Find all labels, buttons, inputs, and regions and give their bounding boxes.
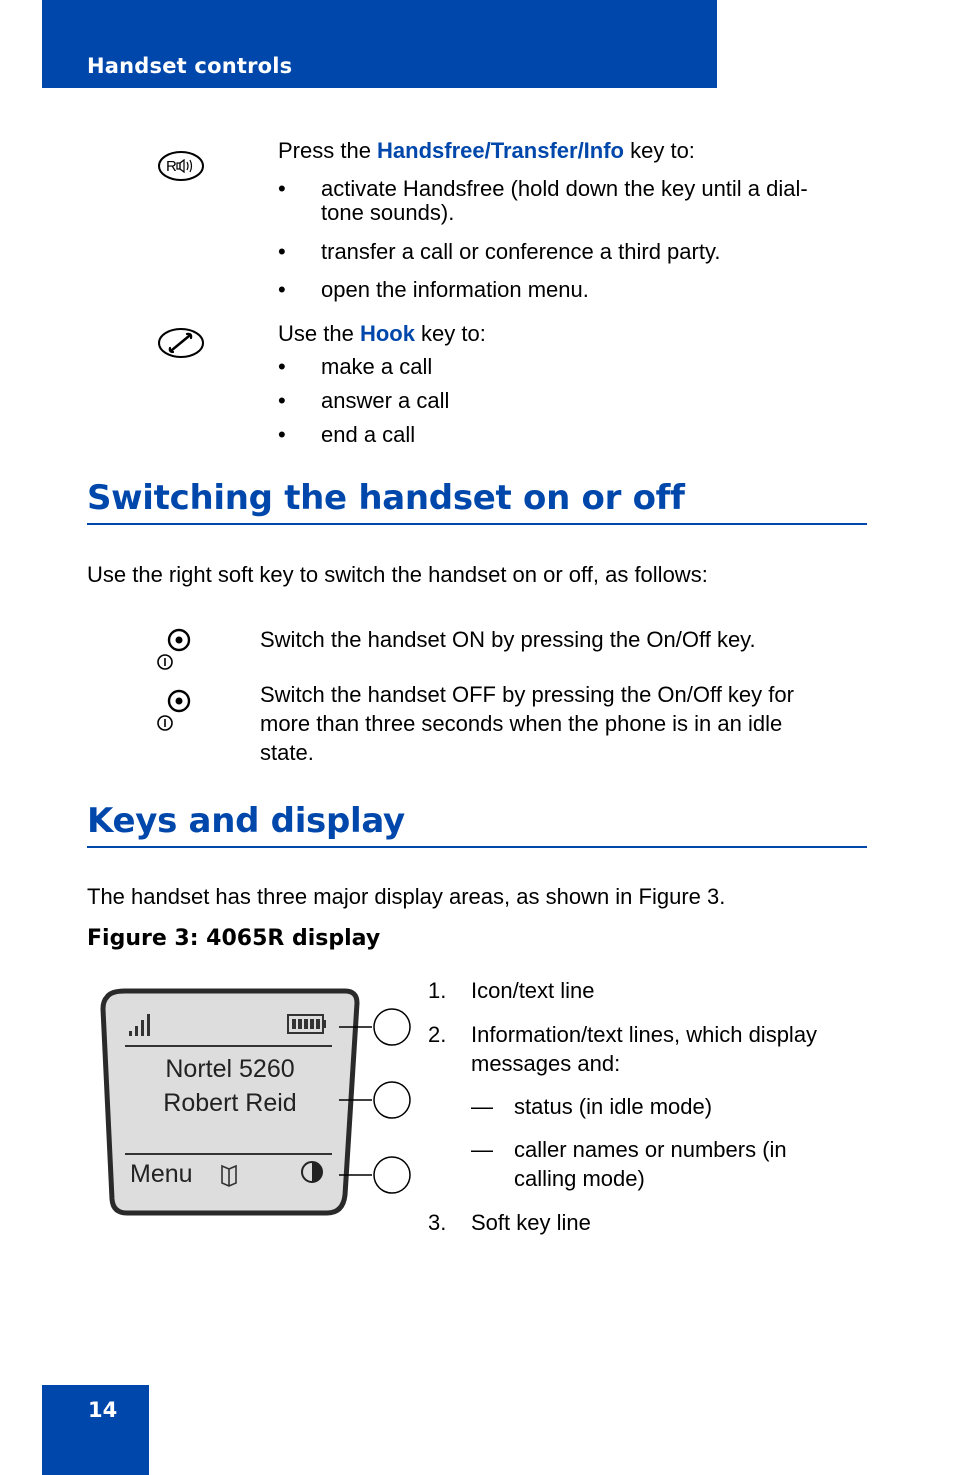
display-line-2: Robert Reid: [163, 1089, 297, 1117]
bullet-marker: •: [278, 422, 286, 447]
bullet-text: make a call: [321, 354, 433, 379]
callout-subitem-1: [471, 1092, 871, 1122]
callout-circle-1: [374, 1009, 410, 1045]
callout-circle-3: [374, 1157, 410, 1193]
callout-number: 2.: [428, 1022, 447, 1047]
off-instruction-line: more than three seconds when the phone is in an idle: [260, 711, 783, 736]
figure-caption: Figure 3: 4065R display: [87, 926, 381, 951]
hook-intro-pre: Use the: [278, 321, 360, 346]
callout-number: 1.: [428, 978, 447, 1003]
off-instruction: [260, 680, 794, 767]
callout-text: Information/text lines, which display: [471, 1022, 818, 1047]
sub-text-continued: calling mode): [514, 1166, 645, 1191]
hook-intro: [278, 319, 486, 348]
bullet-marker: •: [278, 388, 286, 413]
bullet-text: end a call: [321, 422, 416, 447]
svg-text:R: R: [166, 158, 177, 175]
section-heading-keys: Keys and display: [87, 801, 405, 841]
list-item: [278, 389, 878, 415]
off-instruction-line: Switch the handset OFF by pressing the On/Off key for: [260, 682, 794, 707]
off-instruction-line: state.: [260, 740, 314, 765]
bullet-marker: •: [278, 176, 286, 201]
bullet-text-continued: tone sounds).: [321, 200, 455, 225]
list-item: [278, 240, 878, 266]
handsfree-intro-post: key to:: [624, 138, 695, 163]
handsfree-intro: [278, 136, 695, 165]
hook-key-name: Hook: [359, 321, 415, 346]
onoff-intro: Use the right soft key to switch the handset on or off, as follows:: [87, 562, 708, 587]
page-number: 14: [88, 1398, 118, 1422]
callout-text: Icon/text line: [471, 978, 595, 1003]
header-title: Handset controls: [87, 54, 293, 78]
list-item: [278, 423, 878, 449]
list-item: [278, 278, 878, 304]
hook-phone-icon: [157, 326, 205, 360]
sub-text: status (in idle mode): [514, 1094, 713, 1119]
callout-item-2: [428, 1020, 868, 1080]
handsfree-r-speaker-icon: [157, 149, 205, 183]
handset-display-figure: [95, 985, 425, 1225]
softkey-menu-label: Menu: [130, 1160, 193, 1188]
section-heading-onoff: Switching the handset on or off: [87, 478, 685, 518]
on-off-key-icon: [154, 688, 196, 734]
section-divider: [87, 523, 867, 525]
bullet-text: answer a call: [321, 388, 450, 413]
bullet-marker: •: [278, 277, 286, 302]
handsfree-intro-pre: Press the: [278, 138, 378, 163]
section-divider: [87, 846, 867, 848]
callout-text-continued: messages and:: [471, 1051, 621, 1076]
sub-dash: —: [471, 1094, 493, 1119]
callout-text: Soft key line: [471, 1210, 591, 1235]
display-line-1: Nortel 5260: [165, 1055, 295, 1083]
sub-dash: —: [471, 1137, 493, 1162]
bullet-text: activate Handsfree (hold down the key until a dial-: [321, 176, 808, 201]
hook-intro-post: key to:: [414, 321, 486, 346]
on-instruction: Switch the handset ON by pressing the On/Off key.: [260, 627, 756, 652]
callout-subitem-2: [471, 1135, 871, 1195]
callout-item-1: [428, 976, 868, 1006]
callout-number: 3.: [428, 1210, 447, 1235]
list-item: [278, 177, 878, 227]
handsfree-key-name: Handsfree/Transfer/Info: [377, 138, 624, 163]
sub-text: caller names or numbers (in: [514, 1137, 787, 1162]
bullet-marker: •: [278, 354, 286, 379]
keys-intro: The handset has three major display areas, as shown in Figure 3.: [87, 884, 726, 909]
bullet-text: open the information menu.: [321, 277, 589, 302]
callout-circle-2: [374, 1082, 410, 1118]
bullet-marker: •: [278, 239, 286, 264]
on-off-key-icon: [154, 627, 196, 673]
list-item: [278, 355, 878, 381]
callout-item-3: [428, 1208, 868, 1238]
bullet-text: transfer a call or conference a third party.: [321, 239, 721, 264]
